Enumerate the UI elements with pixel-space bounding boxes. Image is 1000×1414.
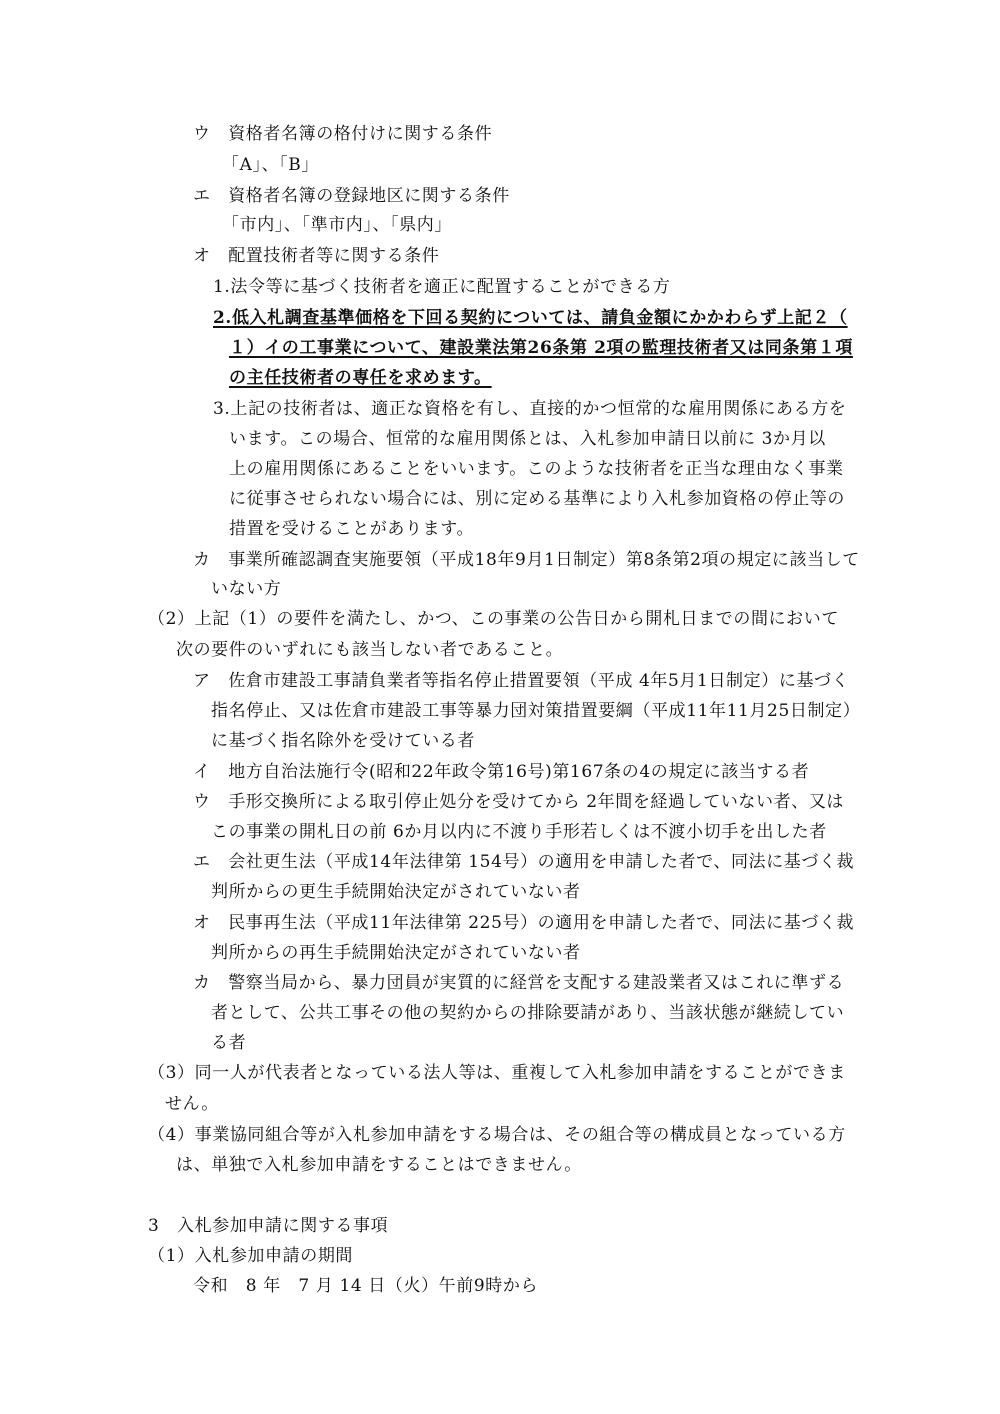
text-line: オ 配置技術者等に関する条件 bbox=[193, 246, 440, 266]
text-line: 者として、公共工事その他の契約からの排除要請があり、当該状態が継続してい bbox=[211, 1003, 845, 1023]
text-line: イ 地方自治法施行令(昭和22年政令第16号)第167条の4の規定に該当する者 bbox=[193, 762, 810, 782]
text-line: （2）上記（1）の要件を満たし、かつ、この事業の公告日から開札日までの間において bbox=[148, 609, 839, 629]
application-period-start: 令和 8 年 7 月 14 日（火）午前9時から bbox=[193, 1276, 539, 1296]
text-line: 「市内」、「準市内」、「県内」 bbox=[222, 215, 452, 235]
text-line: は、単独で入札参加申請をすることはできません。 bbox=[176, 1155, 582, 1175]
emphasized-text-line: １）イの工事業について、建設業法第26条第 2項の監理技術者又は同条第１項 bbox=[229, 338, 853, 358]
text-line: 判所からの更生手続開始決定がされていない者 bbox=[211, 882, 581, 902]
text-line: オ 民事再生法（平成11年法律第 225号）の適用を申請した者で、同法に基づく裁 bbox=[193, 913, 855, 933]
text-line: 措置を受けることがあります。 bbox=[229, 519, 475, 539]
text-line: ウ 資格者名簿の格付けに関する条件 bbox=[193, 124, 493, 144]
subsection-heading: （1）入札参加申請の期間 bbox=[148, 1246, 354, 1266]
text-line: この事業の開札日の前 6か月以内に不渡り手形若しくは不渡小切手を出した者 bbox=[211, 822, 827, 842]
text-line: （4）事業協同組合等が入札参加申請をする場合は、その組合等の構成員となっている方 bbox=[148, 1125, 846, 1145]
text-line: エ 資格者名簿の登録地区に関する条件 bbox=[193, 186, 510, 206]
text-line: ウ 手形交換所による取引停止処分を受けてから 2年間を経過していない者、又は bbox=[193, 792, 845, 812]
emphasized-text-line: 2.低入札調査基準価格を下回る契約については、請負金額にかかわらず上記２（ bbox=[213, 308, 848, 328]
text-line: 次の要件のいずれにも該当しない者であること。 bbox=[176, 640, 564, 660]
text-line: 判所からの再生手続開始決定がされていない者 bbox=[211, 943, 581, 963]
emphasized-text-line: の主任技術者の専任を求めます。 bbox=[229, 368, 492, 388]
text-line: ア 佐倉市建設工事請負業者等指名停止措置要領（平成 4年5月1日制定）に基づく bbox=[193, 671, 850, 691]
text-line: に従事させられない場合には、別に定める基準により入札参加資格の停止等の bbox=[229, 489, 845, 509]
text-line: （3）同一人が代表者となっている法人等は、重複して入札参加申請をすることができま bbox=[148, 1063, 846, 1083]
section-heading: 3 入札参加申請に関する事項 bbox=[148, 1216, 389, 1236]
text-line: 3.上記の技術者は、適正な資格を有し、直接的かつ恒常的な雇用関係にある方を bbox=[213, 399, 847, 419]
text-line: 指名停止、又は佐倉市建設工事等暴力団対策措置要綱（平成11年11月25日制定） bbox=[211, 701, 861, 721]
text-line: 1.法令等に基づく技術者を適正に配置することができる方 bbox=[213, 277, 671, 297]
text-line: せん。 bbox=[165, 1094, 219, 1114]
text-line: に基づく指名除外を受けている者 bbox=[211, 731, 475, 751]
text-line: 「A」、「B」 bbox=[222, 155, 319, 175]
text-line: カ 事業所確認調査実施要領（平成18年9月1日制定）第8条第2項の規定に該当して bbox=[193, 550, 860, 570]
text-line: カ 警察当局から、暴力団員が実質的に経営を支配する建設業者又はこれに準ずる bbox=[193, 973, 845, 993]
text-line: る者 bbox=[211, 1033, 247, 1053]
text-line: いない方 bbox=[211, 579, 282, 599]
text-line: います。この場合、恒常的な雇用関係とは、入札参加申請日以前に 3か月以 bbox=[229, 429, 826, 449]
text-line: エ 会社更生法（平成14年法律第 154号）の適用を申請した者で、同法に基づく裁 bbox=[193, 852, 855, 872]
text-line: 上の雇用関係にあることをいいます。このような技術者を正当な理由なく事業 bbox=[229, 459, 844, 479]
